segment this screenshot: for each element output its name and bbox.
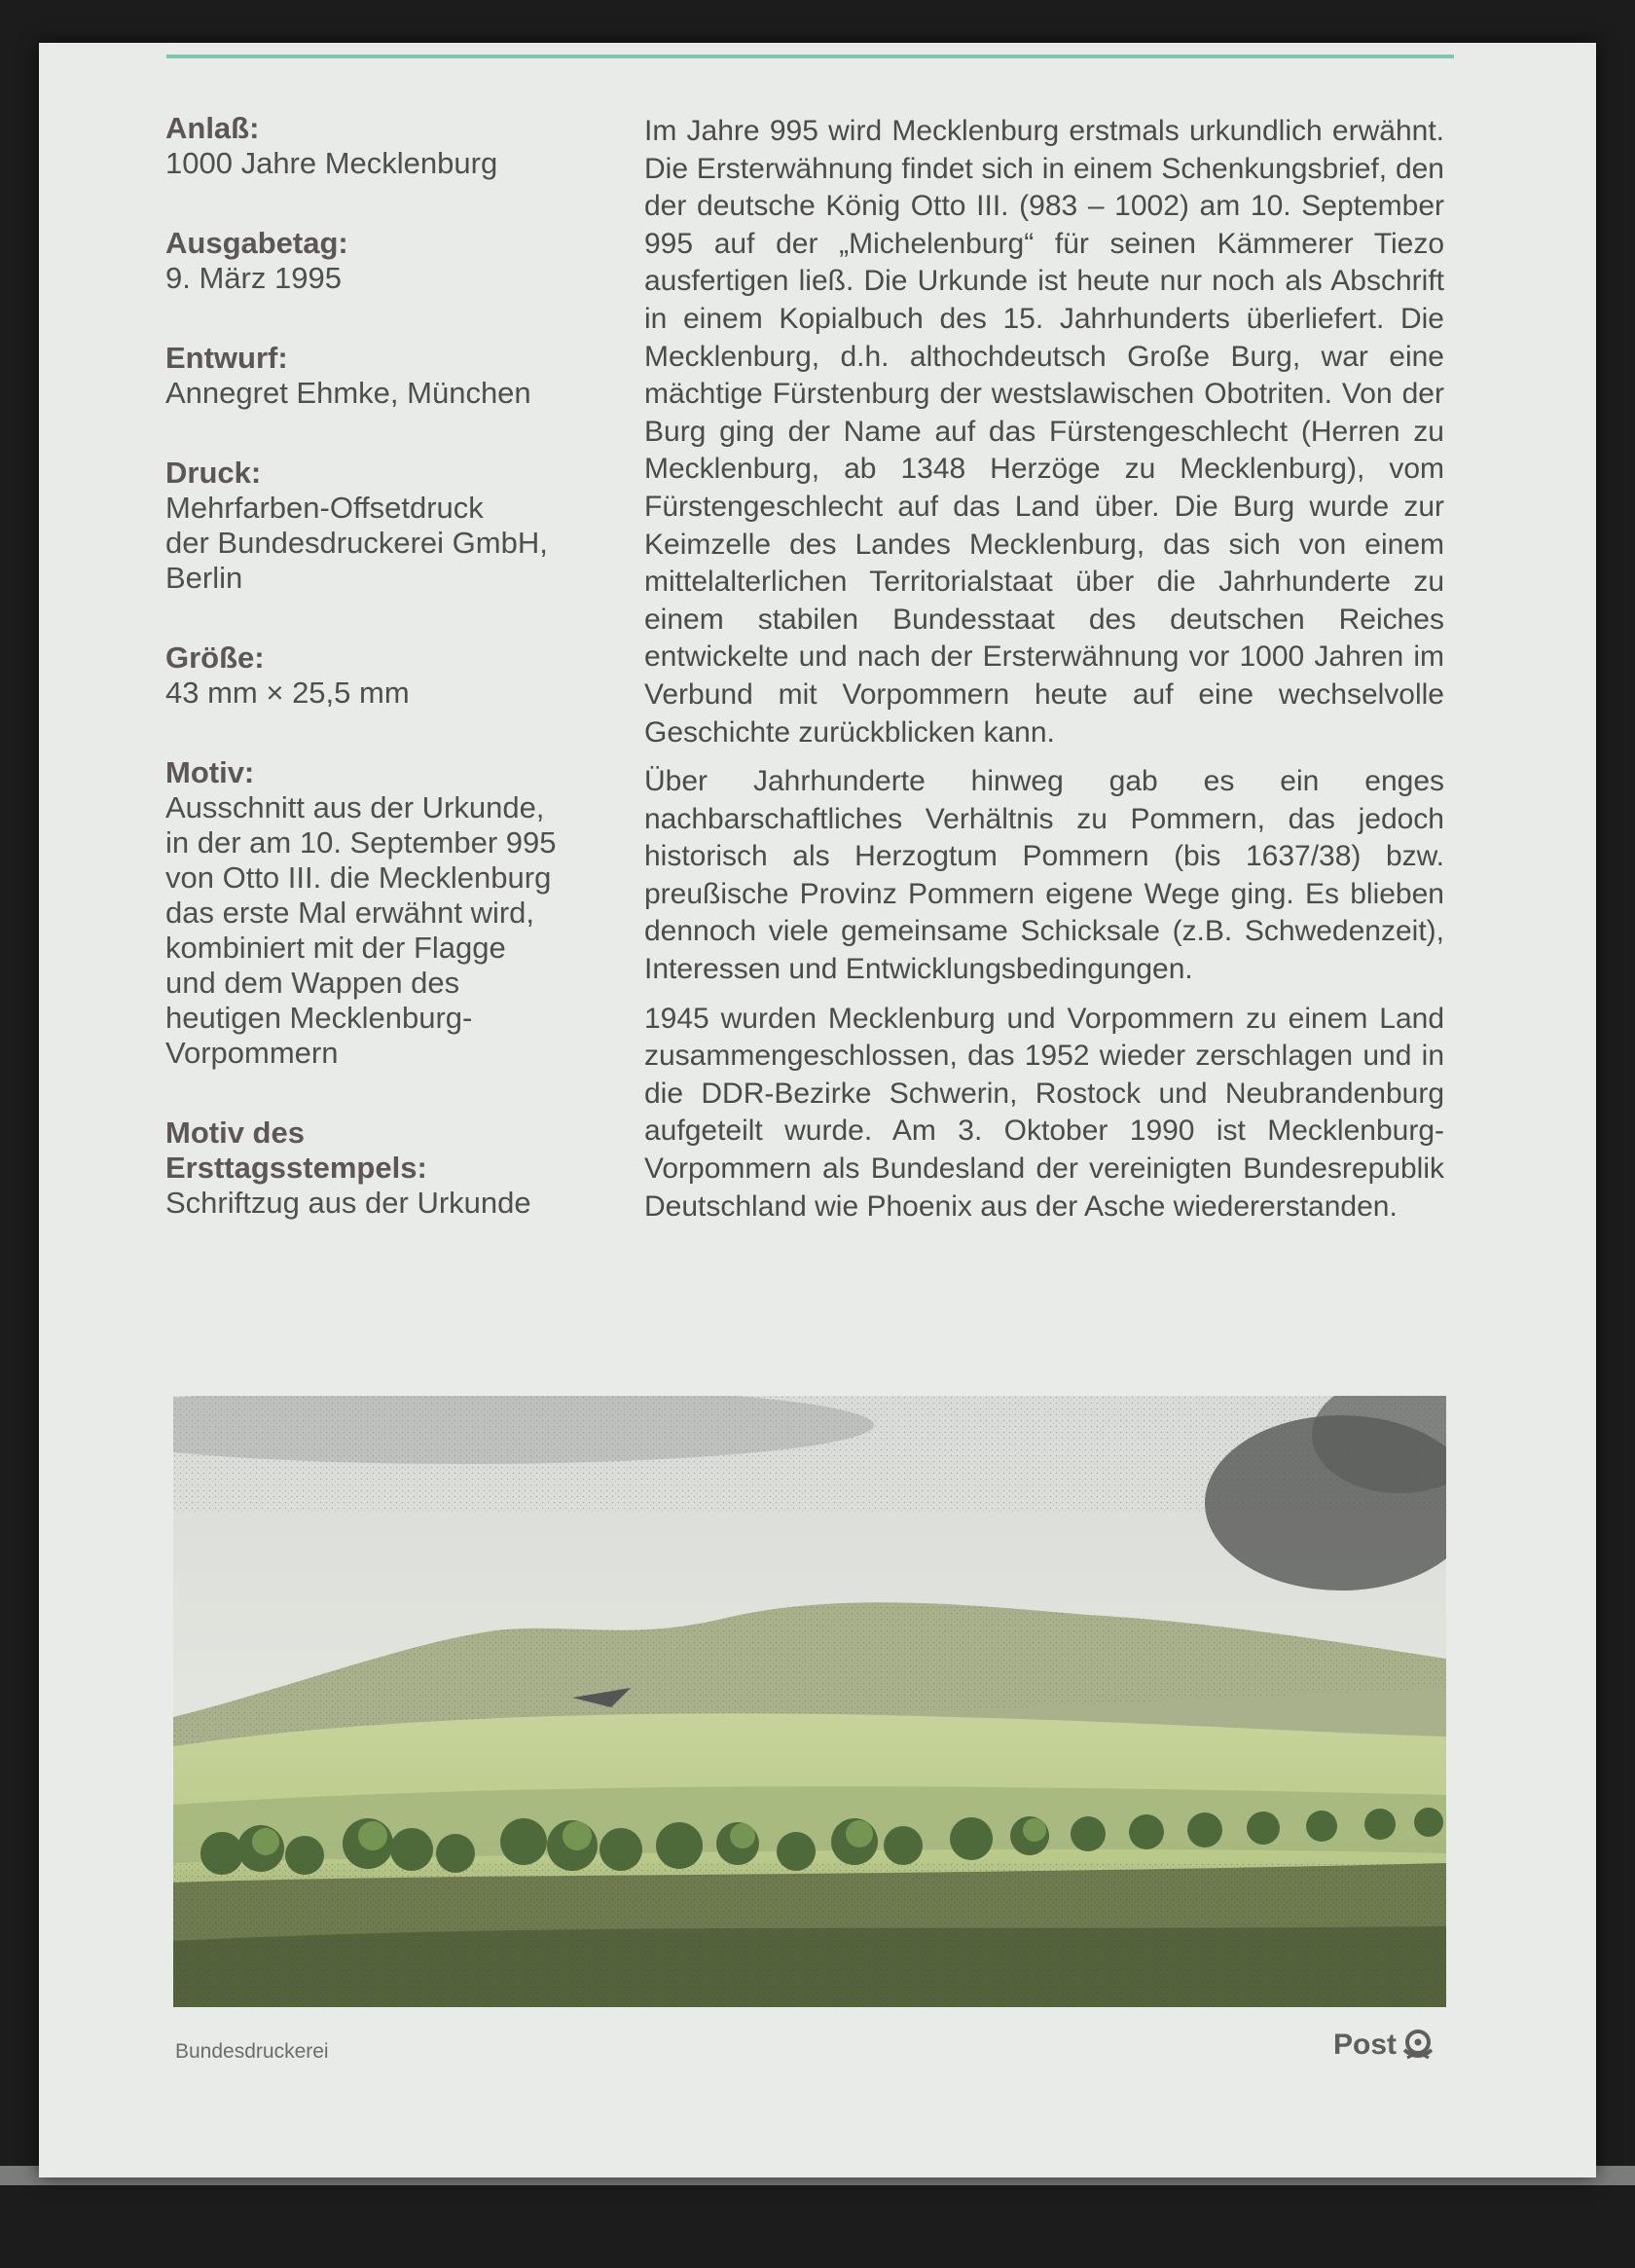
history-paragraph-1: Im Jahre 995 wird Mecklenburg erstmals urkundlich erwähnt. Die Ersterwähnung findet sich in einem Schenkungsbrief, den der deutsche König Otto III. (983 – 1002) am 10. September 995 auf der „Michelenburg“ für seinen Kämmerer Tiezo ausfertigen ließ. Die Urkunde ist heute nur noch als Abschrift in einem Kopialbuch des 15. Jahrhunderts überliefert. Die Mecklenburg, d.h. althochdeutsch Große Burg, war eine mächtige Fürstenburg der westslawischen Obotriten. Von der Burg ging der Name auf das Fürstengeschlecht (Herren zu Mecklenburg, ab 1348 Herzöge zu Mecklenburg), vom Fürstengeschlecht auf das Land über. Die Burg wurde zur Keimzelle des Landes Mecklenburg, das sich von einem mittelalterlichen Territorialstaat über die Jahrhunderte zu einem stabilen Bundesstaat des deutschen Reiches entwickelte und nach der Ersterwähnung vor 1000 Jahren im Verbund mit Vorpommern heute auf eine wechselvolle Geschichte zurückblicken kann. xyxy=(644,115,1444,749)
field-value: Schriftzug aus der Urkunde xyxy=(165,1186,531,1220)
footer-printer-name: Bundesdruckerei xyxy=(175,2040,329,2063)
field-anlass xyxy=(165,111,623,181)
post-logo-text: Post xyxy=(1333,2029,1398,2061)
field-value: Mehrfarben-Offsetdruck xyxy=(165,491,484,525)
field-value: das erste Mal erwähnt wird, xyxy=(165,896,535,930)
stamp-details-column xyxy=(165,111,623,1265)
field-label: Ausgabetag: xyxy=(165,226,348,260)
field-label: Motiv des xyxy=(165,1116,305,1150)
field-ausgabetag xyxy=(165,226,623,296)
field-label: Entwurf: xyxy=(165,341,288,375)
field-value: Berlin xyxy=(165,561,243,595)
field-druck xyxy=(165,456,623,596)
field-label: Motiv: xyxy=(165,755,255,789)
field-label-line2: Ersttagsstempels: xyxy=(165,1151,427,1185)
field-value: 43 mm × 25,5 mm xyxy=(165,676,410,710)
field-value: kombiniert mit der Flagge xyxy=(165,931,506,965)
field-value: heutigen Mecklenburg- xyxy=(165,1001,473,1035)
top-accent-rule xyxy=(166,55,1454,58)
post-horn-icon xyxy=(1400,2029,1435,2062)
field-value: der Bundesdruckerei GmbH, xyxy=(165,526,548,560)
field-motiv xyxy=(165,755,623,1071)
landscape-illustration xyxy=(173,1396,1446,2007)
field-motiv-ersttagsstempel xyxy=(165,1116,623,1221)
field-label: Größe: xyxy=(165,640,265,675)
field-value: in der am 10. September 995 xyxy=(165,825,557,860)
field-entwurf xyxy=(165,341,623,411)
field-groesse xyxy=(165,640,623,711)
field-value: Annegret Ehmke, München xyxy=(165,376,531,410)
field-value: 1000 Jahre Mecklenburg xyxy=(165,146,498,180)
field-label: Druck: xyxy=(165,456,262,490)
field-value: 9. März 1995 xyxy=(165,261,342,295)
field-value: Ausschnitt aus der Urkunde, xyxy=(165,790,545,824)
history-text-column xyxy=(644,113,1444,1237)
field-value: von Otto III. die Mecklenburg xyxy=(165,860,552,895)
field-value: Vorpommern xyxy=(165,1036,339,1070)
field-value: und dem Wappen des xyxy=(165,966,460,1000)
field-label: Anlaß: xyxy=(165,111,260,145)
history-paragraph-3: 1945 wurden Mecklenburg und Vorpommern zu einem Land zusammengeschlossen, das 1952 wieder zerschlagen und in die DDR-Bezirke Schwerin, Rostock und Neubrandenburg aufgeteilt wurde. Am 3. Oktober 1990 ist Mecklenburg-Vorpommern als Bundesland der vereinigten Bundesrepublik Deutschland wie Phoenix aus der Asche wiedererstanden. xyxy=(644,1002,1444,1223)
post-logo xyxy=(1333,2029,1435,2062)
history-paragraph-2: Über Jahrhunderte hinweg gab es ein enges nachbarschaftliches Verhältnis zu Pommern, das jedoch historisch als Herzogtum Pommern (bis 1637/38) bzw. preußische Provinz Pommern eigene Wege ging. Es blieben dennoch viele gemeinsame Schicksale (z.B. Schwedenzeit), Interessen und Entwicklungsbedingungen. xyxy=(644,765,1444,986)
document-sheet xyxy=(39,43,1596,2177)
